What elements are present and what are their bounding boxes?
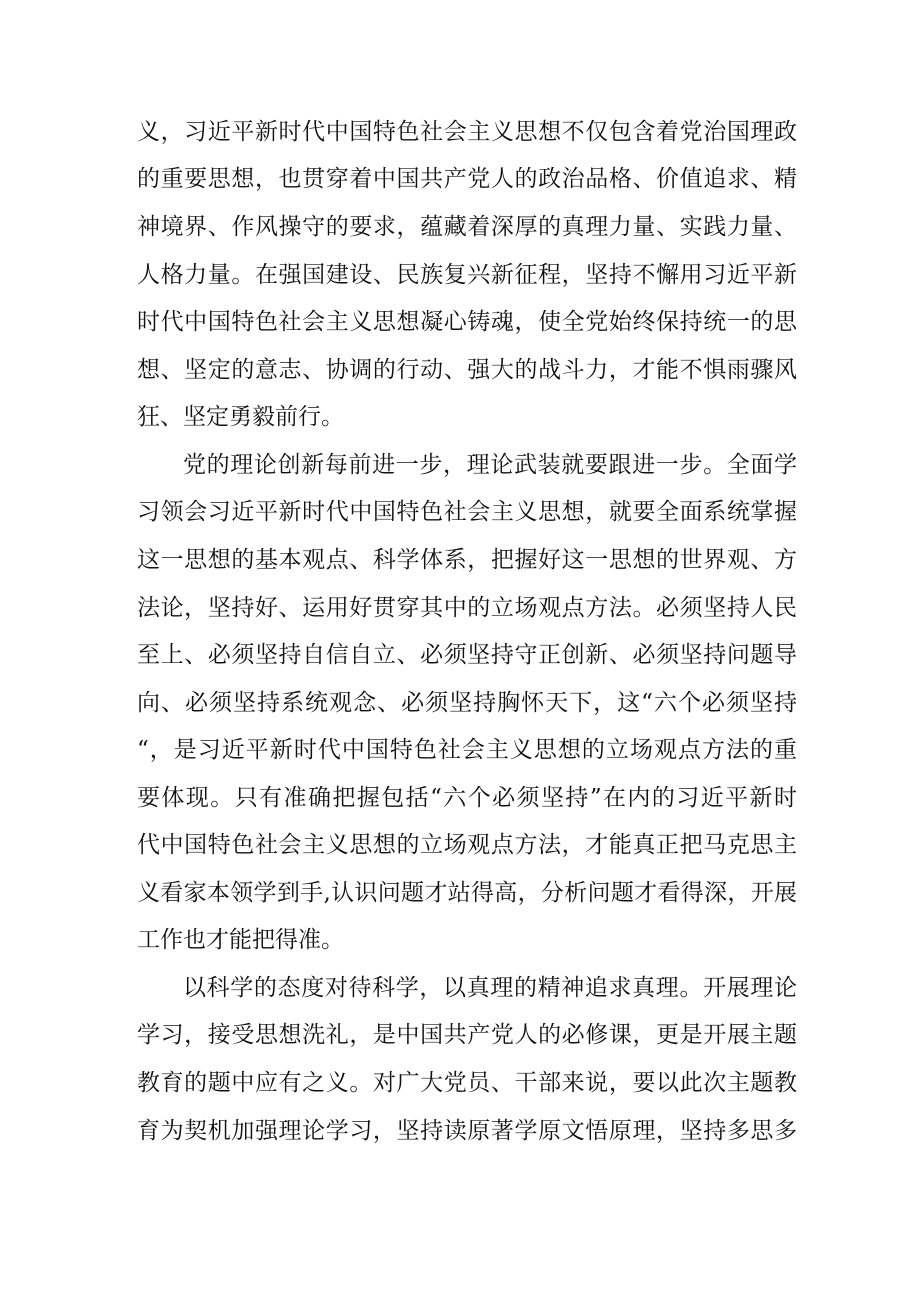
- paragraph-3-line-3: 教育的题中应有之义。对广大党员、干部来说，要以此次主题教: [137, 1070, 797, 1096]
- paragraph-1-line-6: 想、坚定的意志、协调的行动、强大的战斗力，才能不惧雨骤风: [137, 357, 797, 383]
- paragraph-2-line-11: 工作也才能把得准。: [137, 927, 344, 953]
- paragraph-2-line-4: 法论，坚持好、运用好贯穿其中的立场观点方法。必须坚持人民: [137, 595, 797, 621]
- paragraph-2-line-6: 向、必须坚持系统观念、必须坚持胸怀天下，这“六个必须坚持: [137, 690, 797, 716]
- paragraph-2-line-8: 要体现。只有准确把握包括“六个必须坚持”在内的习近平新时: [137, 785, 797, 811]
- paragraph-1-line-1: 义，习近平新时代中国特色社会主义思想不仅包含着党治国理政: [137, 119, 797, 145]
- paragraph-2-line-3: 这一思想的基本观点、科学体系，把握好这一思想的世界观、方: [137, 547, 797, 573]
- paragraph-3-line-2: 学习，接受思想洗礼，是中国共产党人的必修课，更是开展主题: [137, 1022, 797, 1048]
- paragraph-2-line-5: 至上、必须坚持自信自立、必须坚持守正创新、必须坚持问题导: [137, 642, 797, 668]
- paragraph-1-line-4: 人格力量。在强国建设、民族复兴新征程，坚持不懈用习近平新: [137, 262, 797, 288]
- paragraph-2-line-1: 党的理论创新每前进一步，理论武装就要跟进一步。全面学: [183, 452, 797, 478]
- paragraph-3-line-4: 育为契机加强理论学习，坚持读原著学原文悟原理，坚持多思多: [137, 1118, 797, 1144]
- paragraph-1-line-5: 时代中国特色社会主义思想凝心铸魂，使全党始终保持统一的思: [137, 309, 797, 335]
- paragraph-1-line-7: 狂、坚定勇毅前行。: [137, 404, 344, 430]
- paragraph-1-line-3: 神境界、作风操守的要求，蕴藏着深厚的真理力量、实践力量、: [137, 214, 797, 240]
- paragraph-3-line-1: 以科学的态度对待科学，以真理的精神追求真理。开展理论: [183, 975, 797, 1001]
- paragraph-2-line-10: 义看家本领学到手,认识问题才站得高，分析问题才看得深，开展: [137, 880, 797, 906]
- paragraph-2-line-2: 习领会习近平新时代中国特色社会主义思想，就要全面系统掌握: [137, 499, 797, 525]
- paragraph-2-line-7: “，是习近平新时代中国特色社会主义思想的立场观点方法的重: [137, 737, 797, 763]
- paragraph-2-line-9: 代中国特色社会主义思想的立场观点方法，才能真正把马克思主: [137, 832, 797, 858]
- paragraph-1-line-2: 的重要思想，也贯穿着中国共产党人的政治品格、价值追求、精: [137, 166, 797, 192]
